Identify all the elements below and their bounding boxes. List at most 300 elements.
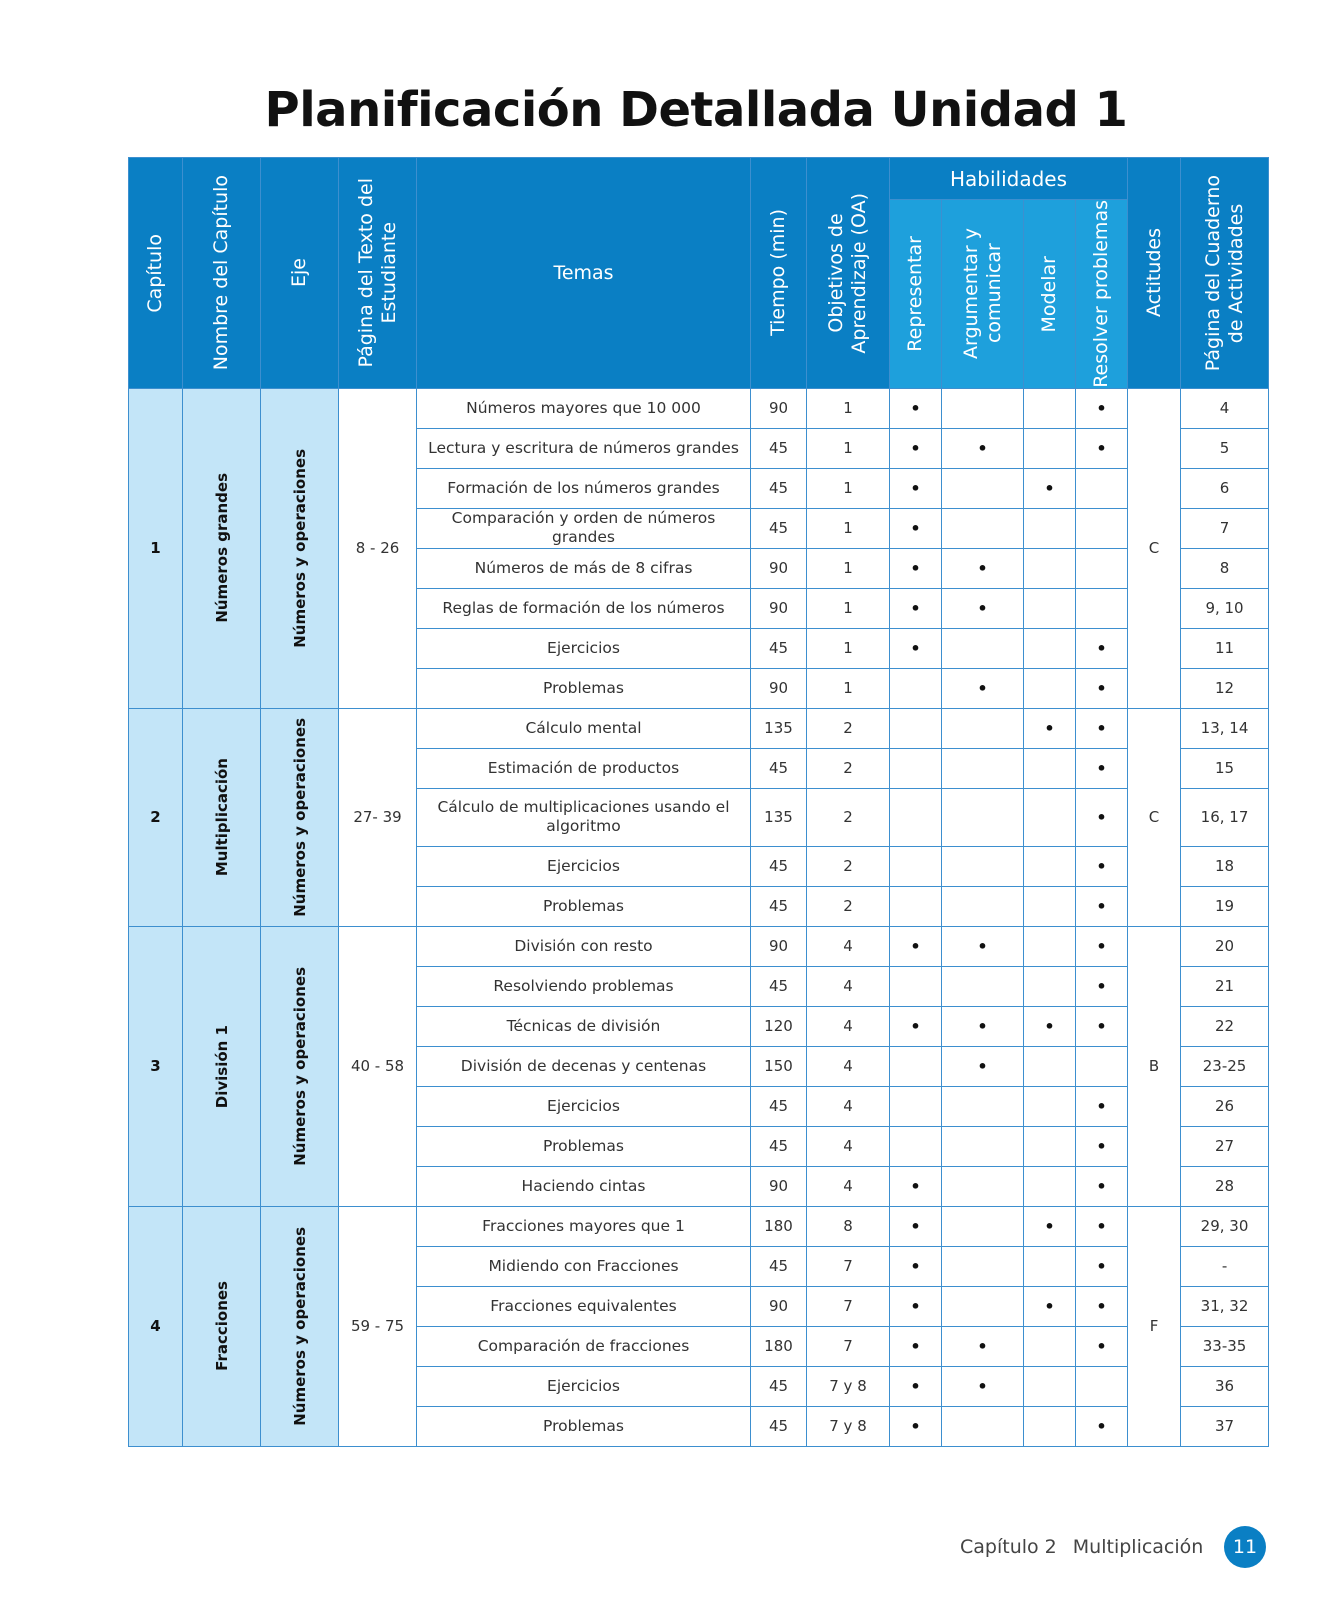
- tema-cell: Cálculo mental: [417, 708, 751, 748]
- modelar-cell: [1024, 508, 1076, 548]
- actitud-cell: B: [1128, 926, 1181, 1206]
- resolver-dot-icon: •: [1096, 856, 1107, 876]
- modelar-dot-icon: •: [1044, 1296, 1055, 1316]
- cuaderno-cell: 29, 30: [1181, 1206, 1269, 1246]
- cuaderno-cell: 8: [1181, 548, 1269, 588]
- resolver-cell: [1076, 1286, 1128, 1326]
- modelar-cell: [1024, 966, 1076, 1006]
- tema-cell: Midiendo con Fracciones: [417, 1246, 751, 1286]
- tiempo-cell: 90: [751, 1286, 807, 1326]
- oa-cell: 1: [807, 468, 890, 508]
- cuaderno-cell: 20: [1181, 926, 1269, 966]
- oa-cell: 1: [807, 508, 890, 548]
- argumentar-dot-icon: •: [977, 678, 988, 698]
- modelar-dot-icon: •: [1044, 718, 1055, 738]
- resolver-cell: [1076, 508, 1128, 548]
- header-actitudes: Actitudes: [1128, 158, 1181, 389]
- argumentar-cell: [942, 886, 1024, 926]
- representar-cell: [890, 468, 942, 508]
- resolver-dot-icon: •: [1096, 1416, 1107, 1436]
- representar-dot-icon: •: [910, 1296, 921, 1316]
- tiempo-cell: 180: [751, 1206, 807, 1246]
- resolver-cell: [1076, 468, 1128, 508]
- cuaderno-cell: 37: [1181, 1406, 1269, 1446]
- cuaderno-cell: 6: [1181, 468, 1269, 508]
- representar-cell: [890, 846, 942, 886]
- chapter-pages-cell: 8 - 26: [339, 388, 417, 708]
- argumentar-cell: [942, 468, 1024, 508]
- oa-cell: 4: [807, 1166, 890, 1206]
- representar-cell: [890, 1286, 942, 1326]
- representar-cell: [890, 1126, 942, 1166]
- tema-cell: División con resto: [417, 926, 751, 966]
- modelar-cell: [1024, 886, 1076, 926]
- oa-cell: 4: [807, 1126, 890, 1166]
- cuaderno-cell: 12: [1181, 668, 1269, 708]
- representar-dot-icon: •: [910, 1016, 921, 1036]
- header-capitulo: Capítulo: [129, 158, 183, 389]
- modelar-cell: [1024, 1326, 1076, 1366]
- argumentar-cell: [942, 1126, 1024, 1166]
- argumentar-cell: [942, 1246, 1024, 1286]
- cuaderno-cell: 7: [1181, 508, 1269, 548]
- oa-cell: 7: [807, 1286, 890, 1326]
- representar-dot-icon: •: [910, 598, 921, 618]
- argumentar-dot-icon: •: [977, 936, 988, 956]
- resolver-dot-icon: •: [1096, 1016, 1107, 1036]
- tema-cell: Problemas: [417, 886, 751, 926]
- cuaderno-cell: 9, 10: [1181, 588, 1269, 628]
- footer-section: Multiplicación: [1072, 1536, 1204, 1558]
- representar-cell: [890, 628, 942, 668]
- header-modelar: Modelar: [1024, 200, 1076, 389]
- chapter-number-cell: 2: [129, 708, 183, 926]
- resolver-cell: [1076, 1326, 1128, 1366]
- chapter-pages-cell: 59 - 75: [339, 1206, 417, 1446]
- tema-cell: Fracciones equivalentes: [417, 1286, 751, 1326]
- cuaderno-cell: 13, 14: [1181, 708, 1269, 748]
- tiempo-cell: 90: [751, 588, 807, 628]
- oa-cell: 2: [807, 748, 890, 788]
- modelar-cell: [1024, 1126, 1076, 1166]
- argumentar-dot-icon: •: [977, 598, 988, 618]
- resolver-cell: [1076, 1246, 1128, 1286]
- chapter-pages-cell: 40 - 58: [339, 926, 417, 1206]
- chapter-number-cell: 4: [129, 1206, 183, 1446]
- modelar-cell: [1024, 788, 1076, 846]
- tema-cell: Ejercicios: [417, 846, 751, 886]
- representar-dot-icon: •: [910, 398, 921, 418]
- representar-dot-icon: •: [910, 438, 921, 458]
- tiempo-cell: 120: [751, 1006, 807, 1046]
- resolver-cell: [1076, 428, 1128, 468]
- representar-cell: [890, 886, 942, 926]
- tiempo-cell: 45: [751, 748, 807, 788]
- cuaderno-cell: 4: [1181, 388, 1269, 428]
- resolver-cell: [1076, 588, 1128, 628]
- tiempo-cell: 90: [751, 668, 807, 708]
- tema-cell: Lectura y escritura de números grandes: [417, 428, 751, 468]
- resolver-cell: [1076, 388, 1128, 428]
- tema-cell: Comparación de fracciones: [417, 1326, 751, 1366]
- resolver-cell: [1076, 1206, 1128, 1246]
- representar-cell: [890, 748, 942, 788]
- resolver-dot-icon: •: [1096, 758, 1107, 778]
- representar-dot-icon: •: [910, 1256, 921, 1276]
- argumentar-cell: [942, 1006, 1024, 1046]
- oa-cell: 2: [807, 788, 890, 846]
- footer-chapter: Capítulo 2: [960, 1536, 1057, 1558]
- resolver-cell: [1076, 886, 1128, 926]
- resolver-dot-icon: •: [1096, 1256, 1107, 1276]
- header-representar: Representar: [890, 200, 942, 389]
- oa-cell: 1: [807, 428, 890, 468]
- resolver-dot-icon: •: [1096, 1216, 1107, 1236]
- resolver-dot-icon: •: [1096, 1336, 1107, 1356]
- modelar-cell: [1024, 388, 1076, 428]
- cuaderno-cell: 27: [1181, 1126, 1269, 1166]
- argumentar-dot-icon: •: [977, 1336, 988, 1356]
- modelar-dot-icon: •: [1044, 1016, 1055, 1036]
- oa-cell: 2: [807, 886, 890, 926]
- resolver-cell: [1076, 1366, 1128, 1406]
- modelar-cell: [1024, 1366, 1076, 1406]
- footer: [960, 1532, 1204, 1562]
- tiempo-cell: 45: [751, 846, 807, 886]
- chapter-eje-cell: [261, 926, 339, 1206]
- tiempo-cell: 45: [751, 1246, 807, 1286]
- argumentar-cell: [942, 508, 1024, 548]
- resolver-dot-icon: •: [1096, 438, 1107, 458]
- resolver-cell: [1076, 748, 1128, 788]
- resolver-cell: [1076, 788, 1128, 846]
- chapter-name-cell: [183, 388, 261, 708]
- argumentar-cell: [942, 1326, 1024, 1366]
- representar-cell: [890, 708, 942, 748]
- chapter-name-label: División 1: [212, 1024, 231, 1108]
- representar-dot-icon: •: [910, 1176, 921, 1196]
- modelar-dot-icon: •: [1044, 478, 1055, 498]
- oa-cell: 7: [807, 1246, 890, 1286]
- resolver-dot-icon: •: [1096, 936, 1107, 956]
- tema-cell: Técnicas de división: [417, 1006, 751, 1046]
- tiempo-cell: 45: [751, 628, 807, 668]
- argumentar-cell: [942, 1366, 1024, 1406]
- actitud-cell: C: [1128, 708, 1181, 926]
- planning-table: [128, 157, 1269, 1447]
- tiempo-cell: 45: [751, 1126, 807, 1166]
- argumentar-cell: [942, 926, 1024, 966]
- tema-cell: Problemas: [417, 1406, 751, 1446]
- header-argumentar: Argumentar y comunicar: [942, 200, 1024, 389]
- chapter-eje-label: Números y operaciones: [290, 717, 309, 917]
- cuaderno-cell: 15: [1181, 748, 1269, 788]
- argumentar-cell: [942, 748, 1024, 788]
- cuaderno-cell: 18: [1181, 846, 1269, 886]
- representar-cell: [890, 1046, 942, 1086]
- resolver-dot-icon: •: [1096, 1096, 1107, 1116]
- tema-cell: Problemas: [417, 1126, 751, 1166]
- cuaderno-cell: 19: [1181, 886, 1269, 926]
- oa-cell: 4: [807, 1006, 890, 1046]
- cuaderno-cell: 22: [1181, 1006, 1269, 1046]
- argumentar-dot-icon: •: [977, 1056, 988, 1076]
- table-body: [129, 388, 1269, 1446]
- header-nombre-capitulo: Nombre del Capítulo: [183, 158, 261, 389]
- tiempo-cell: 45: [751, 966, 807, 1006]
- tema-cell: Ejercicios: [417, 1366, 751, 1406]
- oa-cell: 1: [807, 548, 890, 588]
- chapter-number-cell: 3: [129, 926, 183, 1206]
- chapter-number-cell: 1: [129, 388, 183, 708]
- cuaderno-cell: 16, 17: [1181, 788, 1269, 846]
- argumentar-cell: [942, 966, 1024, 1006]
- modelar-cell: [1024, 548, 1076, 588]
- tema-cell: Números mayores que 10 000: [417, 388, 751, 428]
- representar-cell: [890, 548, 942, 588]
- argumentar-cell: [942, 668, 1024, 708]
- resolver-cell: [1076, 1086, 1128, 1126]
- resolver-cell: [1076, 1406, 1128, 1446]
- resolver-cell: [1076, 548, 1128, 588]
- representar-dot-icon: •: [910, 1336, 921, 1356]
- argumentar-cell: [942, 846, 1024, 886]
- modelar-cell: [1024, 588, 1076, 628]
- resolver-cell: [1076, 1006, 1128, 1046]
- representar-cell: [890, 1006, 942, 1046]
- resolver-dot-icon: •: [1096, 1136, 1107, 1156]
- representar-cell: [890, 428, 942, 468]
- chapter-name-label: Fracciones: [212, 1281, 231, 1372]
- page-title: Planificación Detallada Unidad 1: [264, 82, 1128, 138]
- resolver-cell: [1076, 926, 1128, 966]
- representar-dot-icon: •: [910, 1376, 921, 1396]
- chapter-pages-cell: 27- 39: [339, 708, 417, 926]
- tiempo-cell: 90: [751, 926, 807, 966]
- page-number-badge: 11: [1224, 1526, 1266, 1568]
- cuaderno-cell: 31, 32: [1181, 1286, 1269, 1326]
- oa-cell: 1: [807, 628, 890, 668]
- argumentar-cell: [942, 548, 1024, 588]
- tiempo-cell: 180: [751, 1326, 807, 1366]
- oa-cell: 7 y 8: [807, 1406, 890, 1446]
- actitud-cell: C: [1128, 388, 1181, 708]
- oa-cell: 1: [807, 588, 890, 628]
- modelar-cell: [1024, 1286, 1076, 1326]
- representar-cell: [890, 668, 942, 708]
- argumentar-cell: [942, 788, 1024, 846]
- cuaderno-cell: -: [1181, 1246, 1269, 1286]
- header-objetivos: Objetivos de Aprendizaje (OA): [807, 158, 890, 389]
- argumentar-cell: [942, 1166, 1024, 1206]
- resolver-cell: [1076, 708, 1128, 748]
- header-temas: Temas: [417, 158, 751, 389]
- tema-cell: Haciendo cintas: [417, 1166, 751, 1206]
- argumentar-cell: [942, 1086, 1024, 1126]
- tiempo-cell: 90: [751, 388, 807, 428]
- tema-cell: Cálculo de multiplicaciones usando el algoritmo: [417, 788, 751, 846]
- cuaderno-cell: 5: [1181, 428, 1269, 468]
- modelar-cell: [1024, 748, 1076, 788]
- tiempo-cell: 135: [751, 788, 807, 846]
- representar-cell: [890, 1206, 942, 1246]
- chapter-eje-cell: [261, 1206, 339, 1446]
- table-row: [129, 388, 1269, 428]
- oa-cell: 1: [807, 668, 890, 708]
- representar-dot-icon: •: [910, 518, 921, 538]
- tiempo-cell: 45: [751, 468, 807, 508]
- argumentar-dot-icon: •: [977, 438, 988, 458]
- cuaderno-cell: 28: [1181, 1166, 1269, 1206]
- representar-dot-icon: •: [910, 1416, 921, 1436]
- modelar-cell: [1024, 1006, 1076, 1046]
- argumentar-dot-icon: •: [977, 1376, 988, 1396]
- header-pagina-texto: Página del Texto del Estudiante: [339, 158, 417, 389]
- resolver-dot-icon: •: [1096, 398, 1107, 418]
- chapter-eje-label: Números y operaciones: [290, 966, 309, 1166]
- tiempo-cell: 135: [751, 708, 807, 748]
- tema-cell: Estimación de productos: [417, 748, 751, 788]
- tiempo-cell: 90: [751, 548, 807, 588]
- representar-dot-icon: •: [910, 1216, 921, 1236]
- oa-cell: 4: [807, 1086, 890, 1126]
- representar-cell: [890, 966, 942, 1006]
- tema-cell: Ejercicios: [417, 628, 751, 668]
- tema-cell: Reglas de formación de los números: [417, 588, 751, 628]
- chapter-eje-cell: [261, 708, 339, 926]
- modelar-cell: [1024, 628, 1076, 668]
- chapter-eje-label: Números y operaciones: [290, 1226, 309, 1426]
- modelar-cell: [1024, 1086, 1076, 1126]
- tema-cell: Formación de los números grandes: [417, 468, 751, 508]
- argumentar-cell: [942, 588, 1024, 628]
- argumentar-cell: [942, 1046, 1024, 1086]
- argumentar-cell: [942, 388, 1024, 428]
- cuaderno-cell: 26: [1181, 1086, 1269, 1126]
- tiempo-cell: 45: [751, 1406, 807, 1446]
- resolver-dot-icon: •: [1096, 1296, 1107, 1316]
- tiempo-cell: 45: [751, 1366, 807, 1406]
- tiempo-cell: 45: [751, 508, 807, 548]
- oa-cell: 7 y 8: [807, 1366, 890, 1406]
- representar-cell: [890, 1246, 942, 1286]
- table-header: [129, 158, 1269, 389]
- table-row: [129, 1206, 1269, 1246]
- tiempo-cell: 45: [751, 1086, 807, 1126]
- representar-cell: [890, 508, 942, 548]
- resolver-cell: [1076, 628, 1128, 668]
- resolver-dot-icon: •: [1096, 1176, 1107, 1196]
- header-habilidades: Habilidades: [890, 158, 1128, 200]
- resolver-dot-icon: •: [1096, 718, 1107, 738]
- modelar-cell: [1024, 468, 1076, 508]
- argumentar-cell: [942, 1406, 1024, 1446]
- table-row: [129, 708, 1269, 748]
- resolver-dot-icon: •: [1096, 896, 1107, 916]
- tema-cell: División de decenas y centenas: [417, 1046, 751, 1086]
- tema-cell: Comparación y orden de números grandes: [417, 508, 751, 548]
- oa-cell: 7: [807, 1326, 890, 1366]
- representar-dot-icon: •: [910, 558, 921, 578]
- representar-cell: [890, 1166, 942, 1206]
- resolver-dot-icon: •: [1096, 976, 1107, 996]
- chapter-name-label: Multiplicación: [212, 758, 231, 877]
- table-row: [129, 926, 1269, 966]
- modelar-cell: [1024, 926, 1076, 966]
- resolver-dot-icon: •: [1096, 807, 1107, 827]
- representar-cell: [890, 1406, 942, 1446]
- modelar-cell: [1024, 1046, 1076, 1086]
- cuaderno-cell: 23-25: [1181, 1046, 1269, 1086]
- chapter-name-label: Números grandes: [212, 473, 231, 624]
- chapter-name-cell: [183, 1206, 261, 1446]
- modelar-cell: [1024, 1406, 1076, 1446]
- tema-cell: Problemas: [417, 668, 751, 708]
- tema-cell: Números de más de 8 cifras: [417, 548, 751, 588]
- argumentar-cell: [942, 1206, 1024, 1246]
- tiempo-cell: 90: [751, 1166, 807, 1206]
- representar-cell: [890, 926, 942, 966]
- modelar-cell: [1024, 846, 1076, 886]
- oa-cell: 2: [807, 708, 890, 748]
- modelar-cell: [1024, 428, 1076, 468]
- representar-cell: [890, 588, 942, 628]
- tiempo-cell: 45: [751, 886, 807, 926]
- representar-dot-icon: •: [910, 936, 921, 956]
- resolver-cell: [1076, 1126, 1128, 1166]
- tema-cell: Resolviendo problemas: [417, 966, 751, 1006]
- resolver-dot-icon: •: [1096, 678, 1107, 698]
- resolver-cell: [1076, 966, 1128, 1006]
- actitud-cell: F: [1128, 1206, 1181, 1446]
- resolver-cell: [1076, 668, 1128, 708]
- cuaderno-cell: 33-35: [1181, 1326, 1269, 1366]
- argumentar-dot-icon: •: [977, 1016, 988, 1036]
- tema-cell: Ejercicios: [417, 1086, 751, 1126]
- cuaderno-cell: 11: [1181, 628, 1269, 668]
- oa-cell: 4: [807, 1046, 890, 1086]
- tiempo-cell: 150: [751, 1046, 807, 1086]
- resolver-dot-icon: •: [1096, 638, 1107, 658]
- representar-dot-icon: •: [910, 638, 921, 658]
- modelar-dot-icon: •: [1044, 1216, 1055, 1236]
- representar-cell: [890, 1326, 942, 1366]
- oa-cell: 4: [807, 966, 890, 1006]
- header-tiempo: Tiempo (min): [751, 158, 807, 389]
- modelar-cell: [1024, 1166, 1076, 1206]
- modelar-cell: [1024, 708, 1076, 748]
- tema-cell: Fracciones mayores que 1: [417, 1206, 751, 1246]
- representar-dot-icon: •: [910, 478, 921, 498]
- representar-cell: [890, 788, 942, 846]
- oa-cell: 2: [807, 846, 890, 886]
- header-eje: Eje: [261, 158, 339, 389]
- chapter-eje-label: Números y operaciones: [290, 448, 309, 648]
- tiempo-cell: 45: [751, 428, 807, 468]
- header-pagina-cuaderno: Página del Cuaderno de Actividades: [1181, 158, 1269, 389]
- oa-cell: 1: [807, 388, 890, 428]
- argumentar-cell: [942, 428, 1024, 468]
- header-resolver: Resolver problemas: [1076, 200, 1128, 389]
- argumentar-cell: [942, 1286, 1024, 1326]
- chapter-name-cell: [183, 708, 261, 926]
- representar-cell: [890, 1086, 942, 1126]
- modelar-cell: [1024, 1206, 1076, 1246]
- oa-cell: 8: [807, 1206, 890, 1246]
- modelar-cell: [1024, 668, 1076, 708]
- argumentar-dot-icon: •: [977, 558, 988, 578]
- cuaderno-cell: 21: [1181, 966, 1269, 1006]
